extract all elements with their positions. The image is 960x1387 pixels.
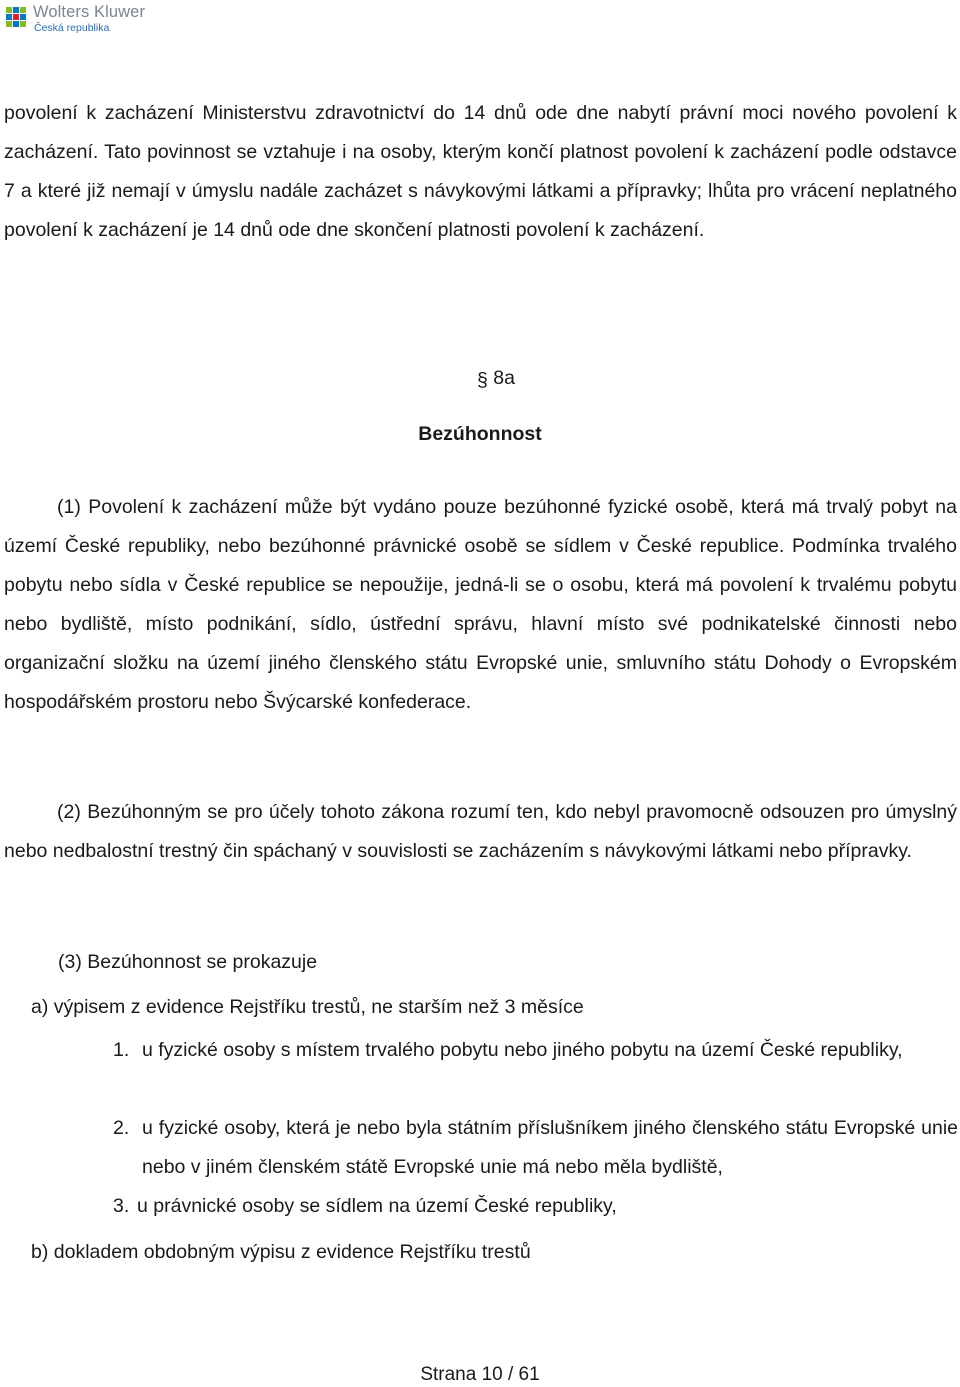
- list-number: 2.: [113, 1117, 130, 1139]
- section-number: [16, 366, 960, 390]
- list-item-3: [113, 1187, 958, 1226]
- intro-paragraph: povolení k zacházení Ministerstvu zdravotnictví do 14 dnů ode dne nabytí právní moci nového povolení k zacházení. Tato povinnost se vztahuje i na osoby, kterým končí platnost povolení k zacházení podle odstavce 7 a které již nemají v úmyslu nadále zacházet s návykovými látkami a přípravky; lhůta pro vrácení neplatného povolení k zacházení je 14 dnů ode dne skončení platnosti povolení k zacházení.: [4, 102, 957, 241]
- section-title: Bezúhonnost: [418, 423, 542, 445]
- list-text: u právnické osoby se sídlem na území České republiky,: [137, 1195, 617, 1217]
- list-text: u fyzické osoby s místem trvalého pobytu nebo jiného pobytu na území České republiky,: [142, 1039, 903, 1061]
- list-text: u fyzické osoby, která je nebo byla státním příslušníkem jiného členského státu Evropské unie nebo v jiném členském státě Evropské unie má nebo měla bydliště,: [142, 1117, 958, 1178]
- page-number: Strana 10 / 61: [420, 1364, 540, 1385]
- wolters-kluwer-logo-icon: [4, 5, 28, 29]
- section-sign: §: [477, 369, 488, 391]
- paragraph-1: (1) Povolení k zacházení může být vydáno pouze bezúhonné fyzické osobě, která má trvalý pobyt na území České republiky, nebo bezúhonné právnické osobě se sídlem v České republice. Podmínka trvalého pobytu nebo sídla v České republice se nepoužije, jedná-li se o osobu, která má povolení k trvalému pobytu nebo bydliště, místo podnikání, sídlo, ústřední správu, hlavní místo své podnikatelské činnosti nebo organizační složku na území jiného členského státu Evropské unie, smluvního státu Dohody o Evropském hospodářském prostoru nebo Švýcarské konfederace.: [4, 496, 957, 713]
- brand-name: Wolters Kluwer: [33, 3, 146, 21]
- item-b: b) dokladem obdobným výpisu z evidence Rejstříku trestů: [31, 1241, 531, 1263]
- list-number: 3.: [113, 1195, 130, 1217]
- paragraph-2: (2) Bezúhonným se pro účely tohoto zákona rozumí ten, kdo nebyl pravomocně odsouzen pro úmyslný nebo nedbalostní trestný čin spáchaný v souvislosti se zacházením s návykovými látkami nebo přípravky.: [4, 801, 957, 862]
- section-number-value: 8a: [493, 367, 515, 389]
- paragraph-3: (3) Bezúhonnost se prokazuje: [58, 951, 318, 973]
- list-item-1: [113, 1031, 958, 1070]
- item-a: a) výpisem z evidence Rejstříku trestů, ne starším než 3 měsíce: [31, 996, 584, 1018]
- publisher-logo: [4, 4, 145, 34]
- brand-subtitle: Česká republika: [34, 21, 110, 34]
- list-item-2: [113, 1109, 958, 1187]
- list-number: 1.: [113, 1039, 130, 1061]
